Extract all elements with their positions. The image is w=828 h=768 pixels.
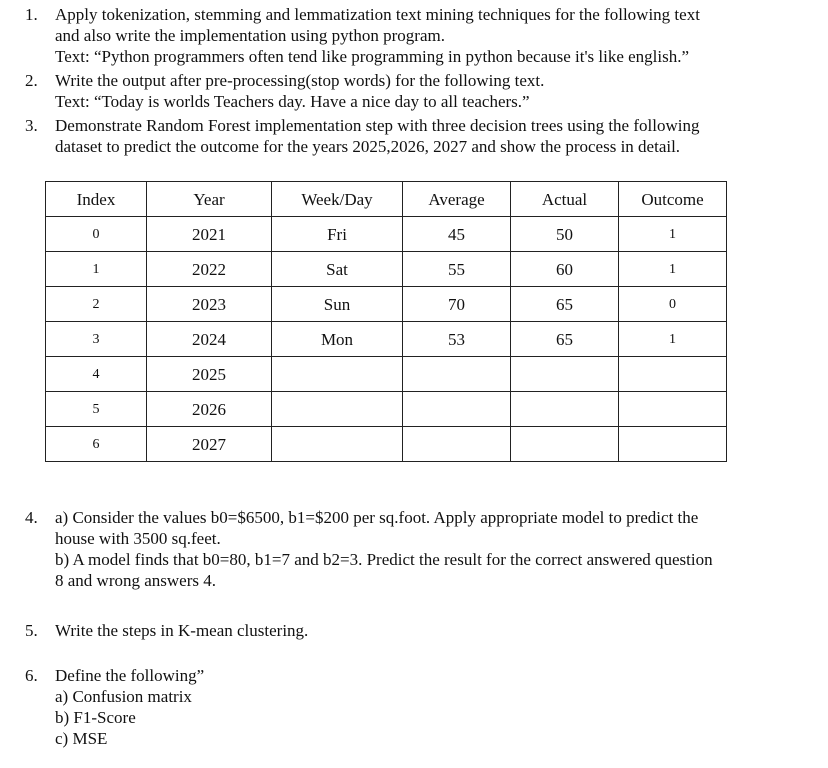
question-line: Text: “Today is worlds Teachers day. Have a nice day to all teachers.” (55, 92, 530, 111)
question-line: b) A model finds that b0=80, b1=7 and b2=3. Predict the result for the correct answered question (55, 550, 713, 569)
table-cell: 2021 (147, 217, 272, 252)
table-cell: 45 (403, 217, 511, 252)
table-cell: Sun (272, 287, 403, 322)
table-cell: 2027 (147, 427, 272, 462)
table-cell: 0 (619, 287, 727, 322)
table-cell (619, 392, 727, 427)
question-number: 1. (25, 5, 38, 24)
table-cell: 70 (403, 287, 511, 322)
question-number: 6. (25, 666, 38, 685)
table-cell: Fri (272, 217, 403, 252)
question-line: Text: “Python programmers often tend like programming in python because it's like english.” (55, 47, 690, 66)
table-row (46, 287, 727, 322)
table-cell (511, 427, 619, 462)
question-number: 2. (25, 71, 38, 90)
table-cell: 3 (46, 322, 147, 357)
table-row (46, 322, 727, 357)
table-cell: Sat (272, 252, 403, 287)
table-cell: 1 (619, 217, 727, 252)
table-cell: 2025 (147, 357, 272, 392)
column-header: Index (46, 182, 147, 217)
table-cell (272, 427, 403, 462)
column-header: Average (403, 182, 511, 217)
question-3 (25, 115, 818, 157)
table-cell: 2022 (147, 252, 272, 287)
question-line: house with 3500 sq.feet. (55, 529, 221, 548)
table-cell (403, 357, 511, 392)
question-line: a) Consider the values b0=$6500, b1=$200 per sq.foot. Apply appropriate model to predict the (55, 508, 699, 527)
column-header: Outcome (619, 182, 727, 217)
table-cell: Mon (272, 322, 403, 357)
table-cell: 60 (511, 252, 619, 287)
table-cell: 1 (619, 252, 727, 287)
column-header: Actual (511, 182, 619, 217)
sub-item: b) F1-Score (55, 708, 136, 727)
table-cell: 6 (46, 427, 147, 462)
table-cell: 65 (511, 287, 619, 322)
question-5 (25, 620, 818, 641)
question-line: Apply tokenization, stemming and lemmatization text mining techniques for the following text (55, 5, 700, 24)
table-cell (403, 427, 511, 462)
table-cell: 2026 (147, 392, 272, 427)
table-cell: 1 (46, 252, 147, 287)
question-line: Define the following” (55, 666, 205, 685)
question-number: 5. (25, 621, 38, 640)
table-cell: 65 (511, 322, 619, 357)
question-1 (25, 4, 818, 67)
question-line: Write the steps in K-mean clustering. (55, 621, 309, 640)
table-row (46, 217, 727, 252)
column-header: Year (147, 182, 272, 217)
question-number: 4. (25, 508, 38, 527)
table-cell: 2023 (147, 287, 272, 322)
question-line: 8 and wrong answers 4. (55, 571, 216, 590)
dataset-table (45, 181, 727, 462)
table-cell: 0 (46, 217, 147, 252)
question-line: Demonstrate Random Forest implementation step with three decision trees using the following (55, 116, 700, 135)
question-6 (25, 665, 818, 749)
table-row (46, 357, 727, 392)
question-line: and also write the implementation using python program. (55, 26, 445, 45)
question-line: dataset to predict the outcome for the years 2025,2026, 2027 and show the process in detail. (55, 137, 681, 156)
question-number: 3. (25, 116, 38, 135)
table-cell: 2 (46, 287, 147, 322)
table-cell: 1 (619, 322, 727, 357)
question-4 (25, 507, 818, 591)
question-2 (25, 70, 818, 112)
table-cell: 2024 (147, 322, 272, 357)
table-cell: 50 (511, 217, 619, 252)
sub-item: c) MSE (55, 729, 108, 748)
table-cell (511, 392, 619, 427)
question-line: Write the output after pre-processing(stop words) for the following text. (55, 71, 545, 90)
table-row (46, 392, 727, 427)
sub-item: a) Confusion matrix (55, 687, 192, 706)
table-cell (619, 357, 727, 392)
table-cell (511, 357, 619, 392)
table-cell: 5 (46, 392, 147, 427)
table-row (46, 427, 727, 462)
table-cell (403, 392, 511, 427)
table-cell (272, 357, 403, 392)
table-cell (619, 427, 727, 462)
table-cell: 55 (403, 252, 511, 287)
table-row (46, 252, 727, 287)
table-cell: 4 (46, 357, 147, 392)
column-header: Week/Day (272, 182, 403, 217)
table-cell: 53 (403, 322, 511, 357)
table-header-row (46, 182, 727, 217)
table-cell (272, 392, 403, 427)
